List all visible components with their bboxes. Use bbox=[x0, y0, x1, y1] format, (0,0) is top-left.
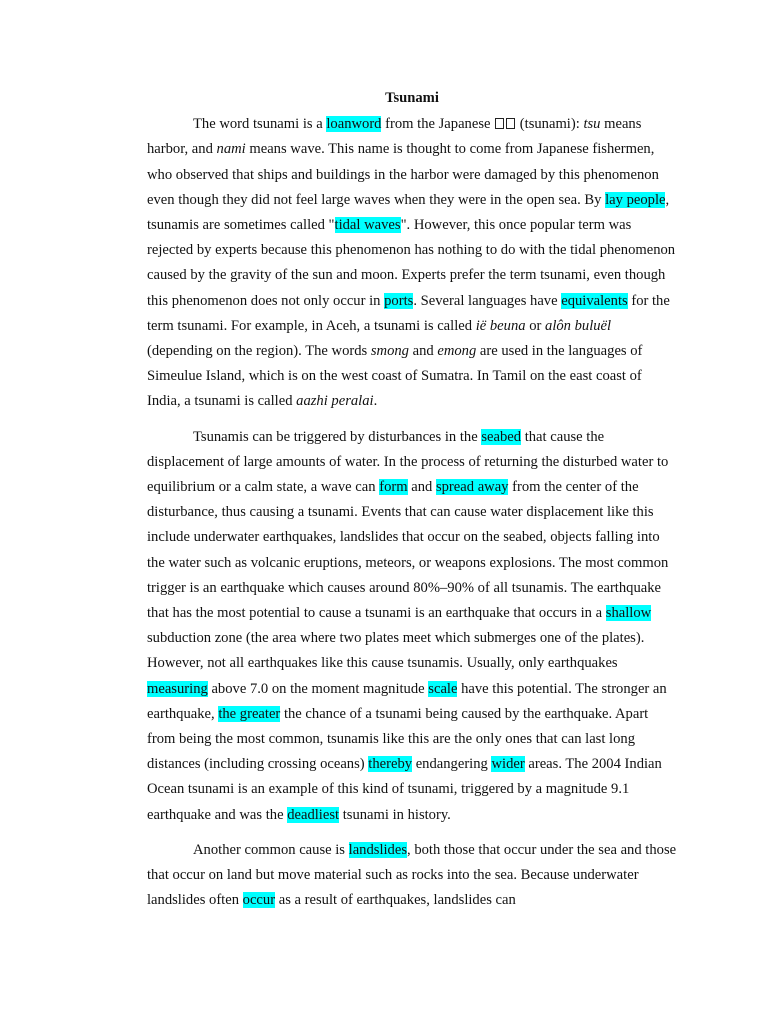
paragraph bbox=[147, 838, 677, 914]
text-run: tsunami in history. bbox=[339, 806, 451, 823]
highlighted-term: scale bbox=[428, 680, 458, 697]
text-run: above 7.0 on the moment magnitude bbox=[207, 680, 429, 697]
missing-glyph-box bbox=[506, 118, 515, 129]
text-run: for the term tsunami. For example, in Aceh, a tsunami is called bbox=[147, 292, 670, 334]
highlighted-term: measuring bbox=[147, 680, 208, 697]
italic-term: iё beuna bbox=[475, 317, 526, 334]
highlighted-term: wider bbox=[491, 756, 525, 773]
highlighted-term: shallow bbox=[605, 605, 652, 622]
text-run: from the Japanese bbox=[381, 116, 495, 133]
highlighted-term: deadliest bbox=[287, 806, 340, 823]
text-run: endangering bbox=[412, 756, 492, 773]
text-run: . Several languages have bbox=[413, 292, 562, 309]
highlighted-term: ports bbox=[384, 292, 414, 309]
paragraph bbox=[147, 425, 677, 828]
text-run: that cause the displacement of large amounts of water. In the process of returning the disturbed water to equilibrium or a calm state, a wave can bbox=[147, 428, 669, 496]
document-page bbox=[147, 86, 677, 924]
text-run: (depending on the region). The words bbox=[147, 343, 371, 360]
highlighted-term: landslides bbox=[348, 841, 408, 858]
paragraph bbox=[147, 112, 677, 414]
text-run: are used in the languages of Simeulue Island, which is on the west coast of Sumatra. In Tamil on the east coast of India, a tsunami is called bbox=[147, 343, 643, 410]
highlighted-term: seabed bbox=[481, 428, 522, 445]
text-run: Another common cause is bbox=[193, 841, 349, 858]
highlighted-term: tidal waves bbox=[334, 217, 401, 234]
highlighted-term: lay people bbox=[605, 191, 666, 208]
text-run: , tsunamis are sometimes called " bbox=[147, 191, 670, 234]
text-run: and bbox=[408, 343, 438, 360]
italic-term: alôn buluёl bbox=[545, 317, 612, 334]
highlighted-term: spread away bbox=[435, 479, 509, 496]
missing-glyph-box bbox=[495, 118, 504, 129]
text-run: The word tsunami is a bbox=[193, 116, 327, 133]
text-run: areas. The 2004 Indian Ocean tsunami is an example of this kind of tsunami, triggered by a magnitude 9.1 earthquake and was the bbox=[147, 756, 662, 823]
text-run: means wave. This name is thought to come from Japanese fishermen, who observed that ships and buildings in the harbor were damaged by this phenomenon even though they did not feel large waves when they were in the open sea. By bbox=[147, 141, 659, 208]
italic-term: nami bbox=[216, 141, 246, 158]
text-run: from the center of the disturbance, thus causing a tsunami. Events that can cause water displacement like this include underwater earthquakes, landslides that occur on the seabed, objects falling into the water such as volcanic eruptions, meteors, or weapons explosions. The most common trigger is an earthquake which causes around 80%–90% of all tsunamis. The earthquake that has the most potential to cause a tsunami is an earthquake that occurs in a bbox=[147, 479, 669, 622]
document-title: Tsunami bbox=[385, 90, 439, 106]
italic-term: smong bbox=[370, 343, 409, 360]
highlighted-term: form bbox=[379, 479, 408, 496]
text-run: , both those that occur under the sea and those that occur on land but move material such as rocks into the sea. Because underwater landslides often bbox=[147, 841, 677, 909]
highlighted-term: thereby bbox=[368, 756, 413, 773]
highlighted-term: loanword bbox=[326, 116, 382, 133]
text-run: ". However, this once popular term was rejected by experts because this phenomenon has nothing to do with the tidal phenomenon caused by the gravity of the sun and moon. Experts prefer the term tsunami, even though this phenomenon does not only occur in bbox=[147, 217, 676, 309]
italic-term: aazhi peralai bbox=[296, 393, 374, 410]
highlighted-term: occur bbox=[242, 892, 276, 909]
italic-term: emong bbox=[437, 343, 477, 360]
text-run: have this potential. The stronger an earthquake, bbox=[147, 680, 667, 722]
text-run: Tsunamis can be triggered by disturbances in the bbox=[193, 428, 482, 445]
text-run: or bbox=[525, 317, 546, 334]
text-run: and bbox=[407, 479, 436, 496]
text-run: the chance of a tsunami being caused by the earthquake. Apart from being the most common, tsunamis like this are the only ones that can last long distances (including crossing oceans) bbox=[147, 705, 649, 773]
highlighted-term: the greater bbox=[218, 705, 281, 722]
text-run: . bbox=[373, 393, 378, 410]
text-run: means harbor, and bbox=[147, 116, 642, 158]
text-run: as a result of earthquakes, landslides can bbox=[275, 892, 516, 909]
text-run: subduction zone (the area where two plates meet which submerges one of the plates). However, not all earthquakes like this cause tsunamis. Usually, only earthquakes bbox=[147, 630, 645, 672]
italic-term: tsu bbox=[583, 116, 601, 133]
text-run: (tsunami): bbox=[516, 116, 584, 133]
highlighted-term: equivalents bbox=[561, 292, 628, 309]
